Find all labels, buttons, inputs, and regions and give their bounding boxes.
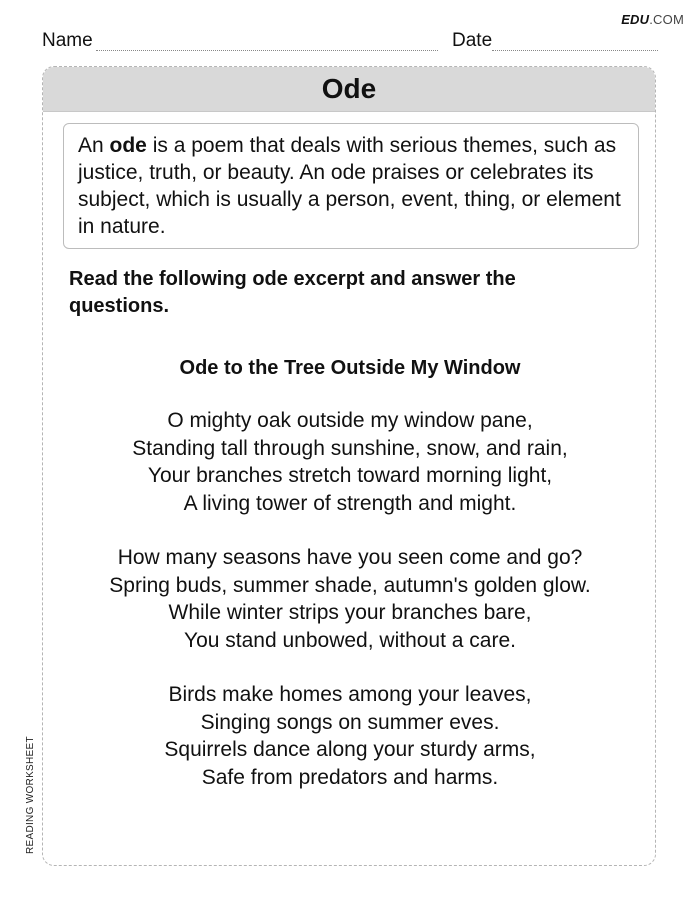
poem-line: Your branches stretch toward morning light, [147, 464, 553, 487]
definition-term: ode [109, 134, 147, 157]
poem [43, 407, 656, 818]
poem-stanza [43, 544, 656, 654]
date-field[interactable] [492, 50, 658, 51]
poem-stanza [43, 407, 656, 517]
poem-line: Spring buds, summer shade, autumn's golden glow. [109, 573, 591, 597]
poem-line: Squirrels dance along your sturdy arms, [164, 738, 536, 761]
card-header [43, 67, 655, 112]
worksheet-card [42, 66, 656, 866]
brand-logo-suffix: .COM [649, 12, 684, 27]
poem-line: How many seasons have you seen come and go? [117, 546, 583, 569]
name-field[interactable] [96, 50, 438, 51]
name-label: Name [42, 30, 93, 51]
instructions: Read the following ode excerpt and answer the questions. [69, 268, 516, 317]
poem-line: Standing tall through sunshine, snow, and rain, [132, 436, 568, 460]
poem-stanza [43, 681, 656, 791]
poem-line: While winter strips your branches bare, [168, 601, 532, 624]
poem-title: Ode to the Tree Outside My Window [179, 357, 521, 379]
date-label: Date [452, 30, 493, 51]
brand-logo-bold: EDU [621, 12, 650, 27]
poem-line: Safe from predators and harms. [201, 765, 499, 789]
definition-prefix: An [78, 134, 110, 157]
definition-text: is a poem that deals with serious themes, such as justice, truth, or beauty. An ode praises or celebrates its subject, which is usually a person, event, thing, or element in nature. [78, 134, 621, 238]
poem-line: A living tower of strength and might. [183, 491, 517, 515]
poem-line: You stand unbowed, without a care. [184, 628, 516, 652]
side-label: READING WORKSHEET [25, 736, 36, 854]
poem-line: O mighty oak outside my window pane, [167, 409, 533, 432]
poem-line: Birds make homes among your leaves, [168, 683, 532, 706]
page-title: Ode [321, 73, 377, 104]
definition-box [63, 123, 639, 249]
poem-line: Singing songs on summer eves. [200, 710, 500, 734]
brand-logo [621, 12, 684, 27]
